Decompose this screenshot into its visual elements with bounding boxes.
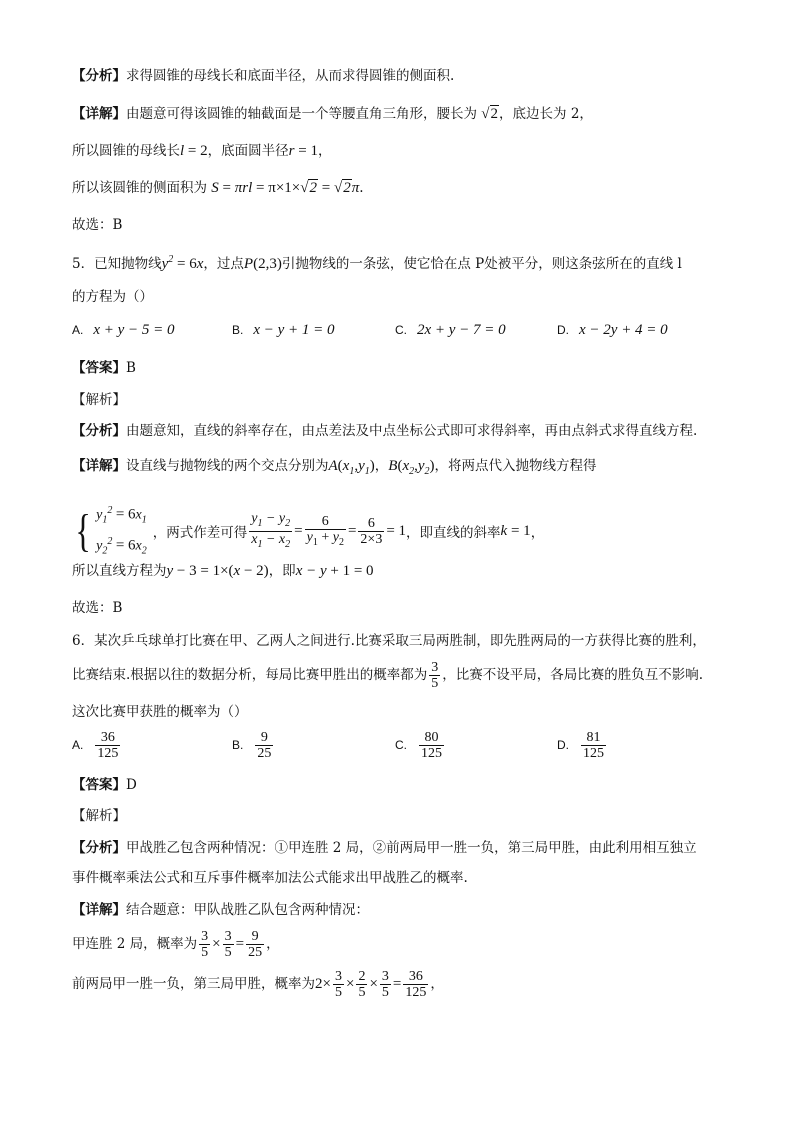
slope-k-expr: k = 1 [500, 522, 531, 539]
q6-analysis-text-1: 甲战胜乙包含两种情况：①甲连胜 2 局，②前两局甲一胜一负，第三局甲胜，由此利用相互独立 [126, 840, 697, 856]
q5-answer: B [126, 360, 136, 376]
q5-detail-line-3 [72, 561, 374, 581]
q6-jiexi-tag: 【解析】 [72, 808, 126, 824]
point-p-expr: P(2,3) [243, 256, 282, 272]
q5-detail-line-2: { $y_1^2 = 6x_1$ $y_2^2 = 6x_2$ ，两式作差可得 $\frac{y_1 - y_2}{x_1 - x_2}$ = $\frac{6}{y_1 + y_2}$ = $\frac{6}{2\times 3}$ = 1 ，即直线的斜率 k = 1 ， [72, 500, 544, 563]
option-fraction: $\frac{9}{25}$ [257, 730, 272, 761]
frac-3-5: $\frac{3}{5}$ [381, 969, 389, 1000]
q5-jiexi-tag: 【解析】 [72, 392, 126, 408]
q4-detail-text-3a: 所以该圆锥的侧面积为 [72, 180, 207, 196]
frac-3-5: $\frac{3}{5}$ [334, 969, 342, 1000]
q6-option-a [72, 730, 122, 761]
line-eq-2: x − y + 1 = 0 [295, 563, 374, 579]
q5-option-d [557, 322, 668, 339]
q5-analysis-text: 由题意知，直线的斜率存在，由点差法及中点坐标公式即可求得斜率，再由点斜式求得直线方程. [126, 423, 698, 439]
q6-stem-2a: 比赛结束.根据以往的数据分析，每局比赛甲胜出的概率都为 [72, 667, 428, 683]
option-label: D. [557, 323, 569, 337]
q5-option-a [72, 322, 175, 339]
q4-detail-text-2a: 所以圆锥的母线长 [72, 143, 180, 159]
q5-stem-line-2: 的方程为（） [72, 289, 153, 305]
frac-3-5: $\frac{3}{5}$ [224, 929, 232, 960]
option-label: C. [395, 738, 407, 752]
parabola-expr: $y^2 = 6x$ [161, 254, 204, 272]
q6-stem-line-3: 这次比赛甲获胜的概率为（） [72, 704, 248, 720]
q4-detail-line-1 [72, 104, 593, 124]
left-brace: { [75, 505, 91, 557]
q6-detail-line-2: 甲连胜 2 局，概率为 $\frac{3}{5}$ × $\frac{3}{5}$ = $\frac{9}{25}$ ， [72, 929, 280, 960]
option-expr: x + y − 5 = 0 [93, 322, 175, 338]
analysis-tag: 【分析】 [72, 840, 126, 856]
option-expr: x − y + 1 = 0 [253, 322, 335, 338]
detail-tag: 【详解】 [72, 458, 126, 474]
r-equals-1-expr: r = 1 [288, 143, 318, 159]
q5-detail-text-3b: ，即 [268, 563, 296, 579]
frac-36-125: $\frac{36}{125}$ [405, 969, 427, 1000]
q5-stem-a: 5．已知抛物线 [72, 256, 162, 272]
q6-option-d [557, 730, 608, 761]
option-fraction: $\frac{80}{125}$ [421, 730, 442, 761]
q5-detail-text-2a: ，两式作差可得 [152, 525, 248, 542]
q5-detail-text-3a: 所以直线方程为 [72, 563, 167, 579]
option-label: D. [557, 738, 569, 752]
slope-fraction-3: $\frac{6}{2\times 3}$ [360, 515, 383, 547]
option-fraction: $\frac{36}{125}$ [97, 730, 119, 761]
q6-detail-text-1: 结合题意：甲队战胜乙队包含两种情况： [126, 902, 369, 918]
equation-system: $y_1^2 = 6x_1$ $y_2^2 = 6x_2$ [96, 505, 147, 557]
q4-choose: 故选：B [72, 217, 123, 233]
sqrt2-expr: √2 [481, 106, 499, 122]
q4-detail-text-2b: ，底面圆半径 [207, 143, 289, 159]
analysis-tag: 【分析】 [72, 68, 126, 84]
prob-fraction: $\frac{3}{5}$ [431, 660, 439, 691]
q5-analysis-line [72, 421, 697, 441]
q4-detail-line-3: 所以该圆锥的侧面积为 S = πrl = π×1×√2 = √2π. [72, 180, 364, 196]
q6-stem-line-2 [72, 658, 703, 692]
q6-answer: D [126, 777, 137, 793]
detail-tag: 【详解】 [72, 106, 126, 122]
slope-fraction-1: $\frac{y_1 - y_2}{x_1 - x_2}$ [251, 511, 291, 550]
frac-3-5: $\frac{3}{5}$ [201, 929, 209, 960]
q6-analysis-line-1 [72, 838, 697, 858]
q6-detail-text-2a: 甲连胜 2 局，概率为 [72, 936, 198, 952]
q5-choose: 故选：B [72, 600, 123, 616]
q4-detail-line-2: 所以圆锥的母线长l = 2，底面圆半径r = 1， [72, 143, 332, 159]
q4-analysis-text: 求得圆锥的母线长和底面半径，从而求得圆锥的侧面积. [126, 68, 455, 84]
q6-answer-line [72, 775, 137, 795]
q4-analysis-line [72, 66, 454, 86]
option-fraction: $\frac{81}{125}$ [583, 730, 604, 761]
q4-detail-text-1a: 由题意可得该圆锥的轴截面是一个等腰直角三角形，腰长为 [126, 106, 477, 122]
q5-stem-line-1 [72, 250, 682, 274]
option-expr: 2x + y − 7 = 0 [417, 322, 506, 338]
lateral-area-expr: S = πrl = π×1×√2 = √2π [211, 180, 360, 196]
point-a-expr: $A(x_1,y_1)$ [328, 458, 375, 477]
option-expr: x − 2y + 4 = 0 [579, 322, 668, 338]
q5-option-c [395, 322, 506, 339]
point-b-expr: $B(x_2,y_2)$ [388, 458, 435, 477]
q6-option-b [232, 730, 275, 761]
q6-detail-line-1 [72, 900, 369, 920]
option-label: B. [232, 738, 244, 752]
q5-option-b [232, 322, 335, 339]
frac-2-5: $\frac{2}{5}$ [358, 969, 366, 1000]
option-label: C. [395, 323, 407, 337]
q5-detail-line-1: 【详解】设直线与抛物线的两个交点分别为$A(x_1,y_1)$，$B(x_2,y_2)$，将两点代入抛物线方程得 [72, 458, 597, 477]
q6-detail-text-3a: 前两局甲一胜一负，第三局甲胜，概率为 [72, 976, 315, 992]
q5-answer-line [72, 358, 136, 378]
answer-tag: 【答案】 [72, 777, 126, 793]
option-label: A. [72, 323, 84, 337]
q5-stem-c: 引抛物线的一条弦，使它恰在点 P处被平分，则这条弦所在的直线 l [281, 256, 682, 272]
option-label: A. [72, 738, 84, 752]
slope-fraction-2: $\frac{6}{y_1 + y_2}$ [306, 513, 344, 548]
q6-detail-line-3: 前两局甲一胜一负，第三局甲胜，概率为2× $\frac{3}{5}$ × $\frac{2}{5}$ × $\frac{3}{5}$ = $\frac{36}{125}$ ， [72, 969, 444, 1000]
q6-analysis-line-2: 事件概率乘法公式和互斥事件概率加法公式能求出甲战胜乙的概率. [72, 870, 468, 886]
q5-detail-text-1a: 设直线与抛物线的两个交点分别为 [126, 458, 329, 474]
q5-detail-text-2b: ，即直线的斜率 [406, 525, 501, 542]
answer-tag: 【答案】 [72, 360, 126, 376]
l-equals-2-expr: l = 2 [180, 143, 208, 159]
option-label: B. [232, 323, 244, 337]
analysis-tag: 【分析】 [72, 423, 126, 439]
q6-stem-2b: ，比赛不设平局，各局比赛的胜负互不影响. [442, 667, 704, 683]
detail-tag: 【详解】 [72, 902, 126, 918]
q6-stem-line-1: 6．某次乒乓球单打比赛在甲、乙两人之间进行.比赛采取三局两胜制，即先胜两局的一方获得比赛的胜利， [72, 633, 706, 649]
q6-option-c [395, 730, 446, 761]
q4-detail-text-1b: ，底边长为 2， [499, 106, 593, 122]
frac-9-25: $\frac{9}{25}$ [248, 929, 263, 960]
q5-detail-text-1b: ，将两点代入抛物线方程得 [434, 458, 597, 474]
line-eq-1: y − 3 = 1×(x − 2) [166, 563, 269, 579]
q5-stem-b: ，过点 [203, 256, 244, 272]
